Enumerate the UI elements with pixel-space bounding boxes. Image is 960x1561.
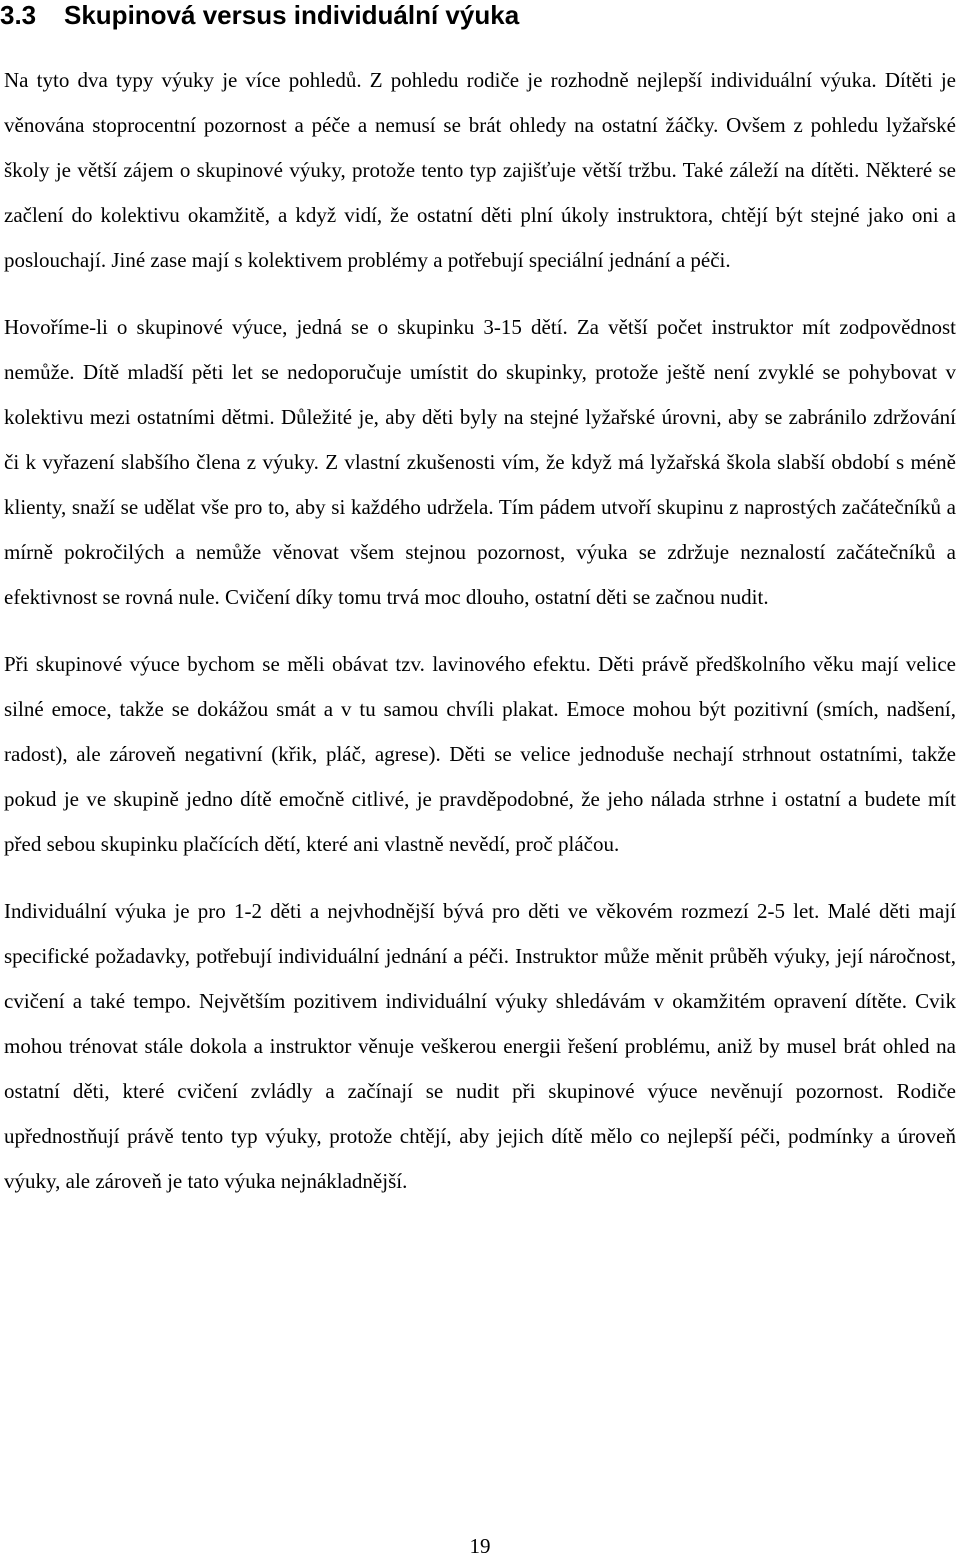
paragraph-1: Na tyto dva typy výuky je více pohledů. Z pohledu rodiče je rozhodně nejlepší individuální výuka. Dítěti je věnována stoprocentní pozornost a péče a nemusí se brát ohledy na ostatní žáčky. Ovšem z pohledu lyžařské školy je větší zájem o skupinové výuky, protože tento typ zajišťuje větší tržbu. Také záleží na dítěti. Některé se začlení do kolektivu okamžitě, a když vidí, že ostatní děti plní úkoly instruktora, chtějí být stejné jako oni a poslouchají. Jiné zase mají s kolektivem problémy a potřebují speciální jednání a péči. (4, 68, 956, 272)
section-heading (0, 0, 960, 30)
section-number: 3.3 (0, 0, 37, 30)
section-title: Skupinová versus individuální výuka (64, 0, 520, 30)
body-text (4, 58, 956, 1226)
paragraph-2: Hovoříme-li o skupinové výuce, jedná se o skupinku 3-15 dětí. Za větší počet instruktor mít zodpovědnost nemůže. Dítě mladší pěti let se nedoporučuje umístit do skupinky, protože ještě není zvyklé se pohybovat v kolektivu mezi ostatními dětmi. Důležité je, aby děti byly na stejné lyžařské úrovni, aby se zabránilo zdržování či k vyřazení slabšího člena z výuky. Z vlastní zkušenosti vím, že když má lyžařská škola slabší období s méně klienty, snaží se udělat vše pro to, aby si každého udržela. Tím pádem utvoří skupinu z naprostých začátečníků a mírně pokročilých a nemůže věnovat všem stejnou pozornost, výuka se zdržuje neznalostí začátečníků a efektivnost se rovná nule. Cvičení díky tomu trvá moc dlouho, ostatní děti se začnou nudit. (4, 315, 956, 609)
paragraph-3: Při skupinové výuce bychom se měli obávat tzv. lavinového efektu. Děti právě předškolního věku mají velice silné emoce, takže se dokážou smát a v tu samou chvíli plakat. Emoce mohou být pozitivní (smích, nadšení, radost), ale zároveň negativní (křik, pláč, agrese). Děti se velice jednoduše nechají strhnout ostatními, takže pokud je ve skupině jedno dítě emočně citlivé, je pravděpodobné, že jeho nálada strhne i ostatní a budete mít před sebou skupinku plačících dětí, které ani vlastně nevědí, proč pláčou. (4, 652, 956, 856)
paragraph-4: Individuální výuka je pro 1-2 děti a nejvhodnější bývá pro děti ve věkovém rozmezí 2-5 let. Malé děti mají specifické požadavky, potřebují individuální jednání a péči. Instruktor může měnit průběh výuky, její náročnost, cvičení a také tempo. Největším pozitivem individuální výuky shledávám v okamžitém opravení dítěte. Cvik mohou trénovat stále dokola a instruktor věnuje veškerou energii řešení problému, aniž by musel brát ohled na ostatní děti, které cvičení zvládly a začínají se nudit při skupinové výuce nevěnují pozornost. Rodiče upřednostňují právě tento typ výuky, protože chtějí, aby jejich dítě mělo co nejlepší péči, podmínky a úroveň výuky, ale zároveň je tato výuka nejnákladnější. (4, 899, 956, 1193)
page-number: 19 (469, 1534, 491, 1558)
